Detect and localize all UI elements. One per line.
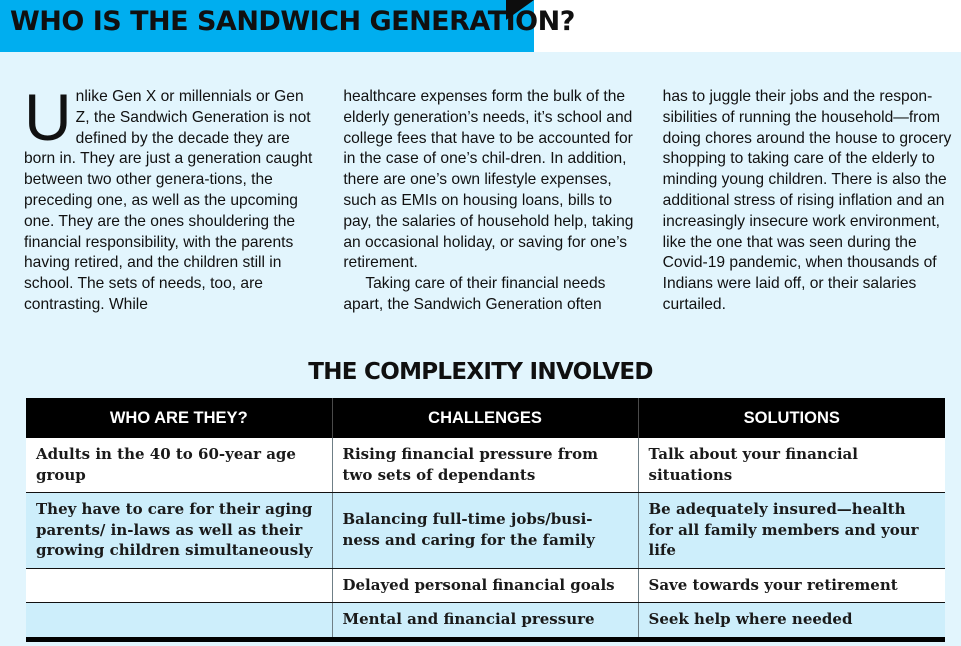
table-cell: Seek help where needed <box>638 603 945 640</box>
table-row <box>26 603 945 640</box>
article-column-1 <box>24 80 315 316</box>
table-row <box>26 493 945 569</box>
table-row <box>26 568 945 603</box>
table-cell: Mental and financial pressure <box>332 603 638 640</box>
article-text-col1: nlike Gen X or millennials or Gen Z, the Sandwich Generation is not defined by the decade they are born in. They are just a generation caught between two other genera-tions, the preceding one, as well as the upcoming one. They are the ones shouldering the financial responsibility, with the parents having retired, and the children still in school. The sets of needs, too, are contrasting. While <box>24 88 313 313</box>
article-paragraph-2: healthcare expenses form the bulk of the elderly generation’s needs, it’s school and college fees that have to be accounted for in the case of one’s chil-dren. In addition, there are one’s own lifestyle expenses, such as EMIs on housing loans, bills to pay, the salaries of household help, taking an occasional holiday, or saving for one’s retirement. <box>343 88 634 272</box>
complexity-table <box>26 398 945 642</box>
banner-corner-notch <box>506 0 534 20</box>
page-title: WHO IS THE SANDWICH GENERATION? <box>10 6 575 37</box>
article-paragraph-4: has to juggle their jobs and the respon-sibilities of running the household—from doing chores around the house to grocery shopping to taking care of the elderly to minding young children. There is also the additional stress of rising inflation and an increasingly insecure work environment, like the one that was seen during the Covid-19 pandemic, when thousands of Indians were laid off, or their salaries curtailed. <box>662 88 952 313</box>
title-banner <box>0 0 575 52</box>
table-cell: Be adequately insured—health for all family members and your life <box>638 493 945 569</box>
table-cell <box>26 568 332 603</box>
table-header-row <box>26 398 945 438</box>
article-column-2 <box>343 87 634 316</box>
header-who-are-they: WHO ARE THEY? <box>26 398 332 438</box>
article-column-3 <box>663 87 954 316</box>
table-cell: Delayed personal financial goals <box>332 568 638 603</box>
article-body <box>24 80 954 316</box>
table-cell: Rising financial pressure from two sets of dependants <box>332 438 638 493</box>
article-paragraph-1 <box>24 80 315 316</box>
header-challenges: CHALLENGES <box>332 398 638 438</box>
article-paragraph-3: Taking care of their financial needs apart, the Sandwich Generation often <box>343 275 606 313</box>
table-cell: Talk about your financial situations <box>638 438 945 493</box>
table-row <box>26 438 945 493</box>
drop-cap: U <box>24 80 72 154</box>
table-cell <box>26 603 332 640</box>
table-cell: Save towards your retirement <box>638 568 945 603</box>
header-solutions: SOLUTIONS <box>638 398 945 438</box>
table-cell: They have to care for their aging parents/ in-laws as well as their growing children simultaneously <box>26 493 332 569</box>
table-cell: Adults in the 40 to 60-year age group <box>26 438 332 493</box>
table-cell: Balancing full-time jobs/busi-ness and caring for the family <box>332 493 638 569</box>
complexity-section-title: THE COMPLEXITY INVOLVED <box>308 359 653 385</box>
